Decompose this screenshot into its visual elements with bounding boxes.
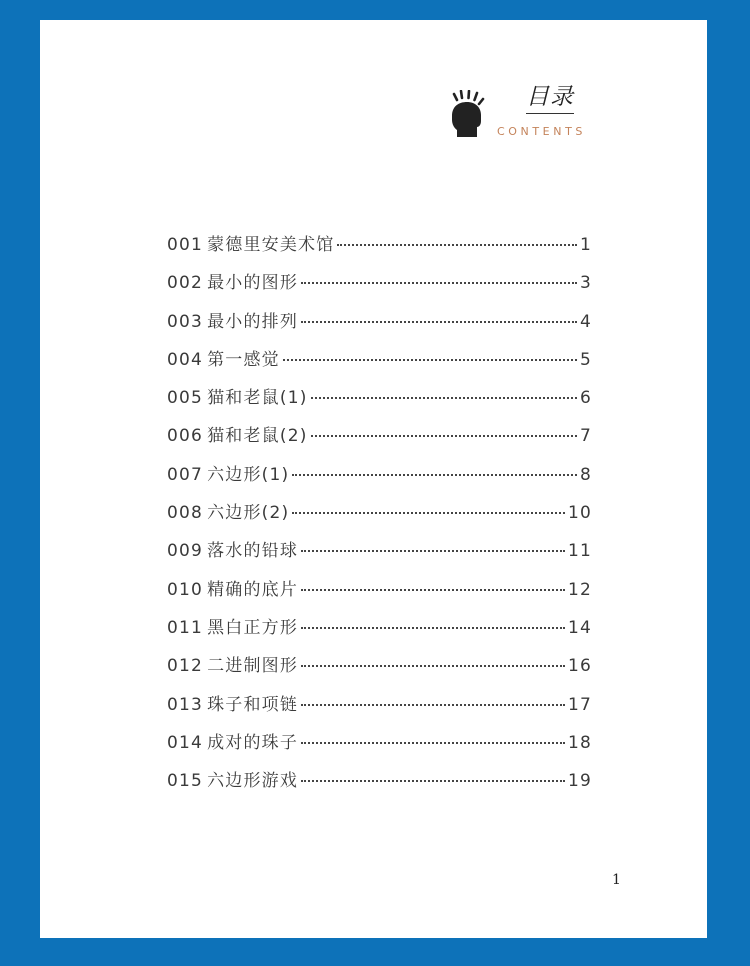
toc-entry[interactable] [167, 609, 592, 647]
contents-title: 目录 [526, 82, 574, 114]
toc-entry-title: 精确的底片 [207, 579, 299, 600]
toc-entry[interactable] [167, 494, 592, 532]
dot-leader [337, 244, 577, 246]
toc-entry-number: 014 [167, 732, 204, 753]
dot-leader [301, 742, 565, 744]
toc-entry[interactable] [167, 762, 592, 800]
toc-entry-page: 12 [567, 579, 592, 600]
toc-entry[interactable] [167, 417, 592, 455]
toc-entry-page: 6 [579, 388, 592, 409]
toc-entry-title: 蒙德里安美术馆 [207, 235, 335, 255]
toc-entry-number: 015 [167, 771, 204, 792]
toc-entry-number: 008 [167, 503, 204, 524]
toc-entry-title: 成对的珠子 [207, 732, 299, 753]
toc-entry-number: 007 [167, 464, 204, 485]
contents-header [448, 82, 598, 162]
toc-entry-number: 005 [167, 388, 204, 409]
toc-entry[interactable] [167, 303, 592, 341]
toc-entry-title: 黑白正方形 [207, 617, 299, 638]
toc-entry-title: 六边形游戏 [207, 771, 299, 792]
toc-entry-page: 10 [567, 503, 592, 524]
toc-entry-title: 六边形(2) [207, 503, 290, 524]
toc-entry-title: 最小的图形 [207, 273, 299, 294]
toc-entry-title: 第一感觉 [207, 349, 280, 370]
dot-leader [301, 627, 565, 629]
toc-entry-page: 7 [579, 426, 592, 447]
toc-entry[interactable] [167, 341, 592, 379]
toc-entry-page: 17 [567, 694, 592, 715]
toc-entry-page: 3 [579, 273, 592, 294]
toc-entry-number: 012 [167, 656, 204, 677]
dot-leader [283, 359, 577, 361]
dot-leader [301, 665, 565, 667]
dot-leader [301, 550, 565, 552]
dot-leader [311, 435, 577, 437]
toc-entry[interactable] [167, 226, 592, 264]
toc-entry-title: 珠子和项链 [207, 694, 299, 715]
dot-leader [301, 780, 565, 782]
dot-leader [292, 474, 577, 476]
toc-entry-number: 006 [167, 426, 204, 447]
toc-entry-page: 16 [567, 656, 592, 677]
page-number: 1 [612, 872, 621, 888]
toc-entry-number: 002 [167, 273, 204, 294]
toc-entry-page: 11 [567, 541, 592, 562]
toc-entry-title: 猫和老鼠(2) [207, 426, 308, 447]
toc-entry-title: 最小的排列 [207, 311, 299, 332]
toc-entry-number: 004 [167, 349, 204, 370]
toc-entry[interactable] [167, 724, 592, 762]
toc-entry-page: 18 [567, 732, 592, 753]
toc-entry-title: 六边形(1) [207, 464, 290, 485]
toc-entry-number: 003 [167, 311, 204, 332]
toc-entry-number: 013 [167, 694, 204, 715]
toc-entry-page: 5 [579, 349, 592, 370]
toc-entry-number: 001 [167, 235, 204, 255]
table-of-contents [167, 226, 592, 800]
dot-leader [311, 397, 577, 399]
toc-entry-page: 8 [579, 464, 592, 485]
book-page [40, 20, 707, 938]
toc-entry[interactable] [167, 571, 592, 609]
dot-leader [301, 704, 565, 706]
dot-leader [301, 282, 577, 284]
toc-entry[interactable] [167, 532, 592, 570]
contents-subtitle: CONTENTS [497, 125, 586, 138]
toc-entry-title: 二进制图形 [207, 656, 299, 677]
toc-entry[interactable] [167, 379, 592, 417]
dot-leader [301, 589, 565, 591]
toc-entry[interactable] [167, 456, 592, 494]
dot-leader [301, 321, 577, 323]
toc-entry-title: 猫和老鼠(1) [207, 388, 308, 409]
toc-entry-title: 落水的铅球 [207, 541, 299, 562]
toc-entry-number: 010 [167, 579, 204, 600]
toc-entry-number: 009 [167, 541, 204, 562]
dot-leader [292, 512, 565, 514]
toc-entry[interactable] [167, 686, 592, 724]
toc-entry-page: 14 [567, 617, 592, 638]
toc-entry-page: 19 [567, 771, 592, 792]
toc-entry[interactable] [167, 647, 592, 685]
idea-head-icon [448, 90, 486, 138]
toc-entry-page: 4 [579, 311, 592, 332]
toc-entry-page: 1 [579, 235, 592, 255]
toc-entry[interactable] [167, 264, 592, 302]
toc-entry-number: 011 [167, 617, 204, 638]
